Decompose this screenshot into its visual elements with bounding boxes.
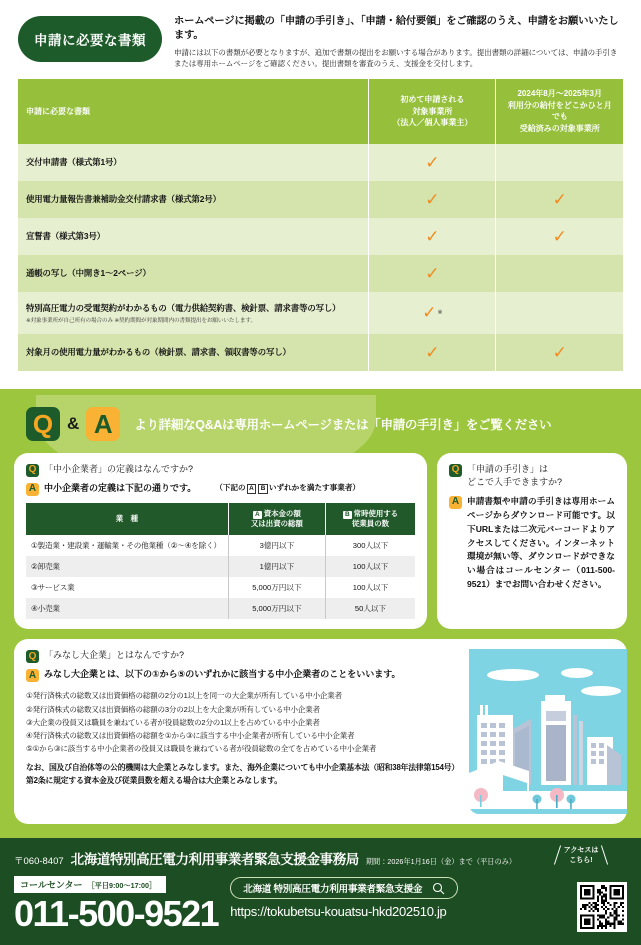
footer-period: 期間：2026年1月16日（金）まで（平日のみ） xyxy=(365,857,517,867)
qa-answer-text: 中小企業者の定義は下記の通りです。 xyxy=(44,482,197,493)
qa-card-deemed-large-company xyxy=(14,639,627,824)
sme-header-capital-l1: 資本金の額 xyxy=(263,508,301,518)
question-line-1: 「申請の手引き」は xyxy=(467,463,549,474)
cell-check-already-received xyxy=(496,334,623,371)
cell-check-already-received xyxy=(496,292,623,334)
asterisk-icon: ※ xyxy=(437,310,443,317)
access-here-text xyxy=(557,846,606,864)
table-row xyxy=(18,255,623,292)
table-row xyxy=(18,218,623,255)
tag-a-icon: A xyxy=(255,510,260,518)
required-documents-table xyxy=(18,79,623,370)
cell-document-name: 通帳の写し（中開き1〜2ページ） xyxy=(18,255,369,292)
list-item: ③大企業の役員又は職員を兼ねている者が役員総数の2分の1以上を占めている中小企業者 xyxy=(26,717,320,727)
access-line-1: アクセスは xyxy=(563,847,599,855)
deemed-conditions-list xyxy=(26,689,461,755)
cell-check-already-received xyxy=(496,181,623,218)
section-intro xyxy=(174,14,623,69)
cell-check-already-received xyxy=(496,144,623,181)
cell-capital: 5,000万円以下 xyxy=(228,598,325,619)
qa-ampersand: & xyxy=(67,413,80,433)
cell-check-already-received xyxy=(496,218,623,255)
table-row xyxy=(18,292,623,334)
qa-a-badge-icon: A xyxy=(86,407,120,441)
section-title-pill: 申請に必要な書類 xyxy=(18,16,162,62)
table-row xyxy=(18,334,623,371)
list-item: ④発行済株式の総数又は出資価格の総額を①から③に該当する中小企業者が所有している中小企業者 xyxy=(26,730,355,740)
cityscape-illustration xyxy=(469,649,627,814)
header-already-received-l3: 受給済みの対象事業所 xyxy=(519,124,600,134)
cell-capital: 3億円以下 xyxy=(228,535,325,556)
cell-document-name: 交付申請書（様式第1号） xyxy=(18,144,369,181)
cell-business-type: ②卸売業 xyxy=(26,556,228,577)
call-center-block xyxy=(14,875,218,933)
qa-answer-note xyxy=(215,482,360,494)
cell-document-name: 使用電力量報告書兼補助金交付請求書（様式第2号） xyxy=(18,181,369,218)
table-row xyxy=(18,181,623,218)
cell-business-type: ③サービス業 xyxy=(26,577,228,598)
search-keyword-pill[interactable] xyxy=(230,877,458,899)
cell-document-name: 特別高圧電力の受電契約がわかるもの（電力供給契約書、検針票、請求書等の写し） ※対象事業所が自己所有の場合のみ ※契約期間が対象期間内の書類提出をお願いいたします。 xyxy=(18,292,369,334)
q-mark-icon: Q xyxy=(26,464,39,477)
header-first-time-l1: 初めて申請される xyxy=(400,95,465,105)
deemed-closing-note: なお、国及び自治体等の公的機関は大企業とみなします。また、海外企業についても中小企業基本法（昭和38年法律第154号）第2条に規定する資本金及び従業員数を超える場合は大企業とみなします。 xyxy=(26,763,460,785)
q-mark-icon: Q xyxy=(449,464,462,477)
a-mark-icon: A xyxy=(26,669,39,682)
check-icon: ✓ xyxy=(552,342,567,362)
list-item: ②発行済株式の総数又は出資価格の総額の3分の2以上を大企業が所有している中小企業者 xyxy=(26,704,320,714)
intro-sub: 申請には以下の書類が必要となりますが、追加で書類の提出をお願いする場合があります。提出書類の詳細については、申請の手引きまたは専用ホームページをご確認ください。提出書類を審査のうえ、支援金を交付します。 xyxy=(174,47,618,69)
footer-main xyxy=(14,875,627,933)
check-icon: ✓ xyxy=(422,303,437,323)
qa-section xyxy=(0,389,641,839)
cell-document-note: ※対象事業所が自己所有の場合のみ ※契約期間が対象期間内の書類提出をお願いいたします。 xyxy=(26,317,256,324)
section-header xyxy=(18,14,623,69)
cell-business-type: ④小売業 xyxy=(26,598,228,619)
qa-answer-line xyxy=(26,668,461,682)
cell-employees: 300人以下 xyxy=(326,535,415,556)
qa-question-line xyxy=(26,649,461,663)
table-row xyxy=(26,556,415,577)
cityscape-svg xyxy=(469,649,627,809)
cell-capital: 5,000万円以下 xyxy=(228,577,325,598)
a-mark-icon: A xyxy=(26,483,39,496)
tag-a-icon: A xyxy=(247,484,257,494)
header-first-time-l2: 対象事業所 xyxy=(412,106,453,116)
header-already-received xyxy=(496,79,623,143)
table-header-row xyxy=(18,79,623,143)
check-icon: ✓ xyxy=(552,189,567,209)
table-row xyxy=(26,598,415,619)
cell-check-first-time xyxy=(369,292,496,334)
a-mark-icon: A xyxy=(449,496,462,509)
qr-code-svg xyxy=(580,885,624,929)
check-icon: ✓ xyxy=(425,263,440,283)
sme-table-header-row xyxy=(26,503,415,536)
cell-capital: 1億円以下 xyxy=(228,556,325,577)
table-row xyxy=(26,577,415,598)
required-documents-section xyxy=(0,0,641,379)
sme-header-employees-l2: 従業員の数 xyxy=(352,519,389,529)
cell-check-first-time xyxy=(369,144,496,181)
call-center-hours: ［平日9:00〜17:00］ xyxy=(87,881,157,891)
deemed-text-block xyxy=(26,649,469,814)
qa-answer-text: 申請書類や申請の手引きは専用ホームページからダウンロード可能です。以下URLまたは二次元バーコードよりアクセスしてください。インターネット環境が無い等、ダウンロードができない場合はコールセンター（011-500-9521）までお問い合わせください。 xyxy=(467,495,615,590)
note-post: いずれかを満たす事業者） xyxy=(268,482,361,492)
search-icon xyxy=(432,882,445,895)
check-icon: ✓ xyxy=(425,189,440,209)
qa-answer-line xyxy=(26,482,415,496)
cell-business-type: ①製造業・建設業・運輸業・その他業種（②〜④を除く） xyxy=(26,535,228,556)
table-row xyxy=(26,535,415,556)
question-line-2: どこで入手できますか? xyxy=(467,476,563,487)
qa-card-sme-definition xyxy=(14,453,427,630)
qa-cards-row xyxy=(14,453,627,630)
sme-definition-table xyxy=(26,503,415,620)
tag-b-icon: B xyxy=(344,510,350,518)
access-line-2: こちら! xyxy=(569,856,593,864)
cell-check-first-time xyxy=(369,255,496,292)
qa-question-line xyxy=(26,463,415,477)
qa-header xyxy=(14,401,627,453)
sme-header-employees-l1: 常時使用する xyxy=(353,508,399,518)
sme-header-capital-l2: 又は出資の総額 xyxy=(251,519,303,529)
list-item: ①発行済株式の総数又は出資価格の総額の2分の1以上を同一の大企業が所有している中小企業者 xyxy=(26,691,342,701)
cell-employees: 100人以下 xyxy=(326,577,415,598)
sme-header-capital xyxy=(228,503,325,536)
sme-header-type: 業 種 xyxy=(26,503,228,536)
cell-check-first-time xyxy=(369,218,496,255)
qa-question-text: 「みなし大企業」とはなんですか? xyxy=(44,650,185,661)
cell-document-name: 対象月の使用電力量がわかるもの（検針票、請求書、領収書等の写し） xyxy=(18,334,369,371)
qa-q-badge-icon: Q xyxy=(26,407,60,441)
header-already-received-l1: 2024年8月〜2025年3月 xyxy=(517,89,602,99)
header-first-time-l3: （法人／個人事業主） xyxy=(392,118,473,128)
qa-question-text: 「中小企業者」の定義はなんですか? xyxy=(44,463,194,474)
check-icon: ✓ xyxy=(552,226,567,246)
header-already-received-l2: 利用分の給付をどこかひと月でも xyxy=(507,100,612,122)
call-center-bar xyxy=(14,876,166,893)
search-keyword-text: 北海道 特別高圧電力利用事業者緊急支援金 xyxy=(243,884,423,896)
call-center-number[interactable]: 011-500-9521 xyxy=(14,893,219,935)
qa-answer-text: みなし大企業とは、以下の①から⑤のいずれかに該当する中小企業者のことをいいます。 xyxy=(44,669,401,680)
intro-lead: ホームページに掲載の「申請の手引き」、「申請・給付要領」をご確認のうえ、申請をお願いいたします。 xyxy=(174,16,619,41)
footer-zip: 〒060-8407 xyxy=(14,856,64,868)
cell-employees: 100人以下 xyxy=(326,556,415,577)
cell-check-already-received xyxy=(496,255,623,292)
table-row xyxy=(18,144,623,181)
header-document-name: 申請に必要な書類 xyxy=(18,79,369,143)
cell-document-name: 宣誓書（様式第3号） xyxy=(18,218,369,255)
qa-question-line xyxy=(449,463,615,489)
sme-header-employees xyxy=(326,503,415,536)
q-mark-icon: Q xyxy=(26,650,39,663)
cell-check-first-time xyxy=(369,334,496,371)
access-here-label xyxy=(535,846,627,864)
qa-question-text xyxy=(467,463,562,489)
footer-office-name: 北海道特別高圧電力利用事業者緊急支援金事務局 xyxy=(70,852,359,868)
tag-b-icon: B xyxy=(258,484,268,494)
page-footer xyxy=(0,838,641,945)
call-center-label: コールセンター xyxy=(20,880,83,891)
check-icon: ✓ xyxy=(425,226,440,246)
cell-employees: 50人以下 xyxy=(326,598,415,619)
website-url[interactable]: https://tokubetsu-kouatsu-hkd202510.jp xyxy=(230,904,447,920)
qa-header-title: より詳細なQ&Aは専用ホームページまたは「申請の手引き」をご覧ください xyxy=(134,417,552,432)
check-icon: ✓ xyxy=(425,342,440,362)
qa-card-application-guide xyxy=(437,453,627,630)
check-icon: ✓ xyxy=(425,152,440,172)
qr-code[interactable] xyxy=(577,882,627,932)
website-block xyxy=(230,875,627,919)
header-first-time xyxy=(369,79,496,143)
list-item: ⑤①から③に該当する中小企業者の役員又は職員を兼ねている者が役員総数の全てを占めている中小企業者 xyxy=(26,743,377,753)
note-pre: （下記の xyxy=(215,482,246,492)
cell-check-first-time xyxy=(369,181,496,218)
